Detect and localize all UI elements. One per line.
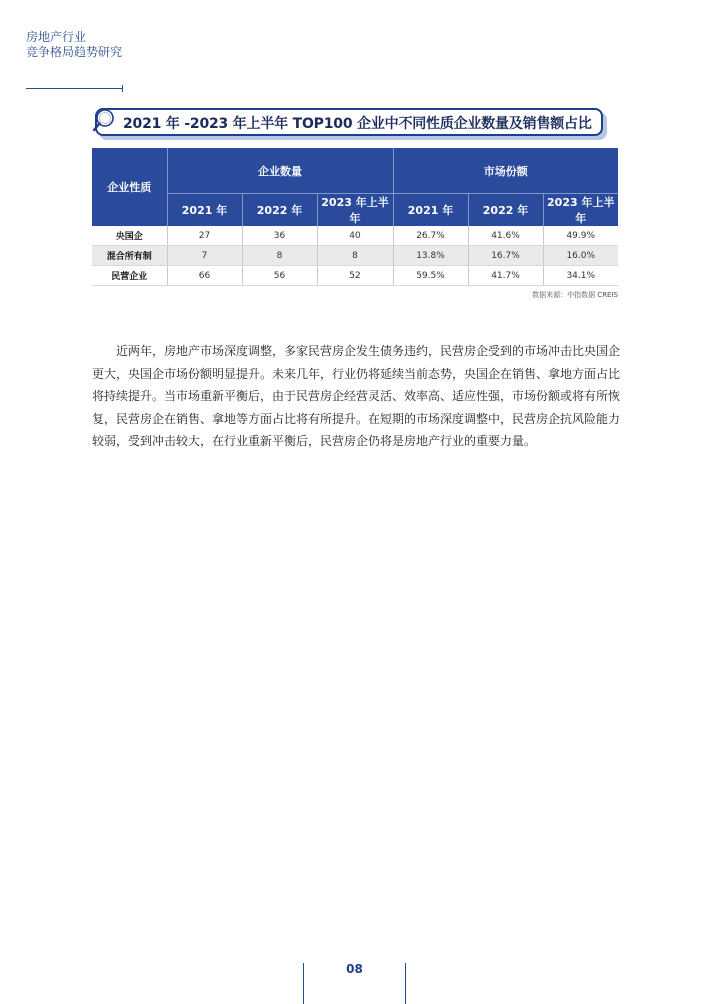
row-label: 混合所有制 xyxy=(92,246,167,266)
row-label: 央国企 xyxy=(92,226,167,246)
table-cell: 8 xyxy=(317,246,393,266)
table-cell: 34.1% xyxy=(543,266,618,286)
table-row xyxy=(92,246,618,266)
year-header: 2022 年 xyxy=(242,194,317,227)
year-header: 2021 年 xyxy=(393,194,468,227)
header-line-2: 竞争格局趋势研究 xyxy=(26,45,123,59)
group-header-share: 市场份额 xyxy=(393,148,618,194)
table-cell: 27 xyxy=(167,226,242,246)
table-cell: 8 xyxy=(242,246,317,266)
table-cell: 49.9% xyxy=(543,226,618,246)
table-cell: 16.7% xyxy=(468,246,543,266)
group-header-count: 企业数量 xyxy=(167,148,393,194)
table-cell: 13.8% xyxy=(393,246,468,266)
magnifier-icon xyxy=(91,106,121,136)
table-cell: 56 xyxy=(242,266,317,286)
table-row xyxy=(92,226,618,246)
footer-divider-right xyxy=(405,963,406,1004)
table-cell: 52 xyxy=(317,266,393,286)
body-paragraph: 近两年，房地产市场深度调整，多家民营房企发生债务违约，民营房企受到的市场冲击比央国企更大，央国企市场份额明显提升。未来几年，行业仍将延续当前态势，央国企在销售、拿地方面占比将持续提升。当市场重新平衡后，由于民营房企经营灵活、效率高、适应性强，市场份额或将有所恢复，民营房企在销售、拿地等方面占比将有所提升。在短期的市场深度调整中，民营房企抗风险能力较弱，受到冲击较大，在行业重新平衡后，民营房企仍将是房地产行业的重要力量。 xyxy=(92,344,621,448)
header-underline-tick xyxy=(122,85,123,92)
table-title: 2021 年 -2023 年上半年 TOP100 企业中不同性质企业数量及销售额占比 xyxy=(123,116,592,132)
table-cell: 40 xyxy=(317,226,393,246)
table-cell: 26.7% xyxy=(393,226,468,246)
enterprise-share-table xyxy=(92,148,618,286)
table-title-banner xyxy=(95,108,603,136)
table-cell: 7 xyxy=(167,246,242,266)
year-header: 2023 年上半年 xyxy=(543,194,618,227)
row-label: 民营企业 xyxy=(92,266,167,286)
table-cell: 41.7% xyxy=(468,266,543,286)
header-underline xyxy=(26,88,122,89)
table-cell: 16.0% xyxy=(543,246,618,266)
year-header: 2022 年 xyxy=(468,194,543,227)
table-cell: 66 xyxy=(167,266,242,286)
header-line-1: 房地产行业 xyxy=(26,30,87,44)
page-number: 08 xyxy=(346,962,363,976)
table-cell: 41.6% xyxy=(468,226,543,246)
table-row xyxy=(92,266,618,286)
table-cell: 36 xyxy=(242,226,317,246)
data-source-note: 数据来源：中指数据 CREIS xyxy=(532,291,618,299)
table-cell: 59.5% xyxy=(393,266,468,286)
col-header-enterprise-type: 企业性质 xyxy=(92,148,167,226)
year-header: 2023 年上半年 xyxy=(317,194,393,227)
year-header: 2021 年 xyxy=(167,194,242,227)
running-header xyxy=(26,30,126,60)
